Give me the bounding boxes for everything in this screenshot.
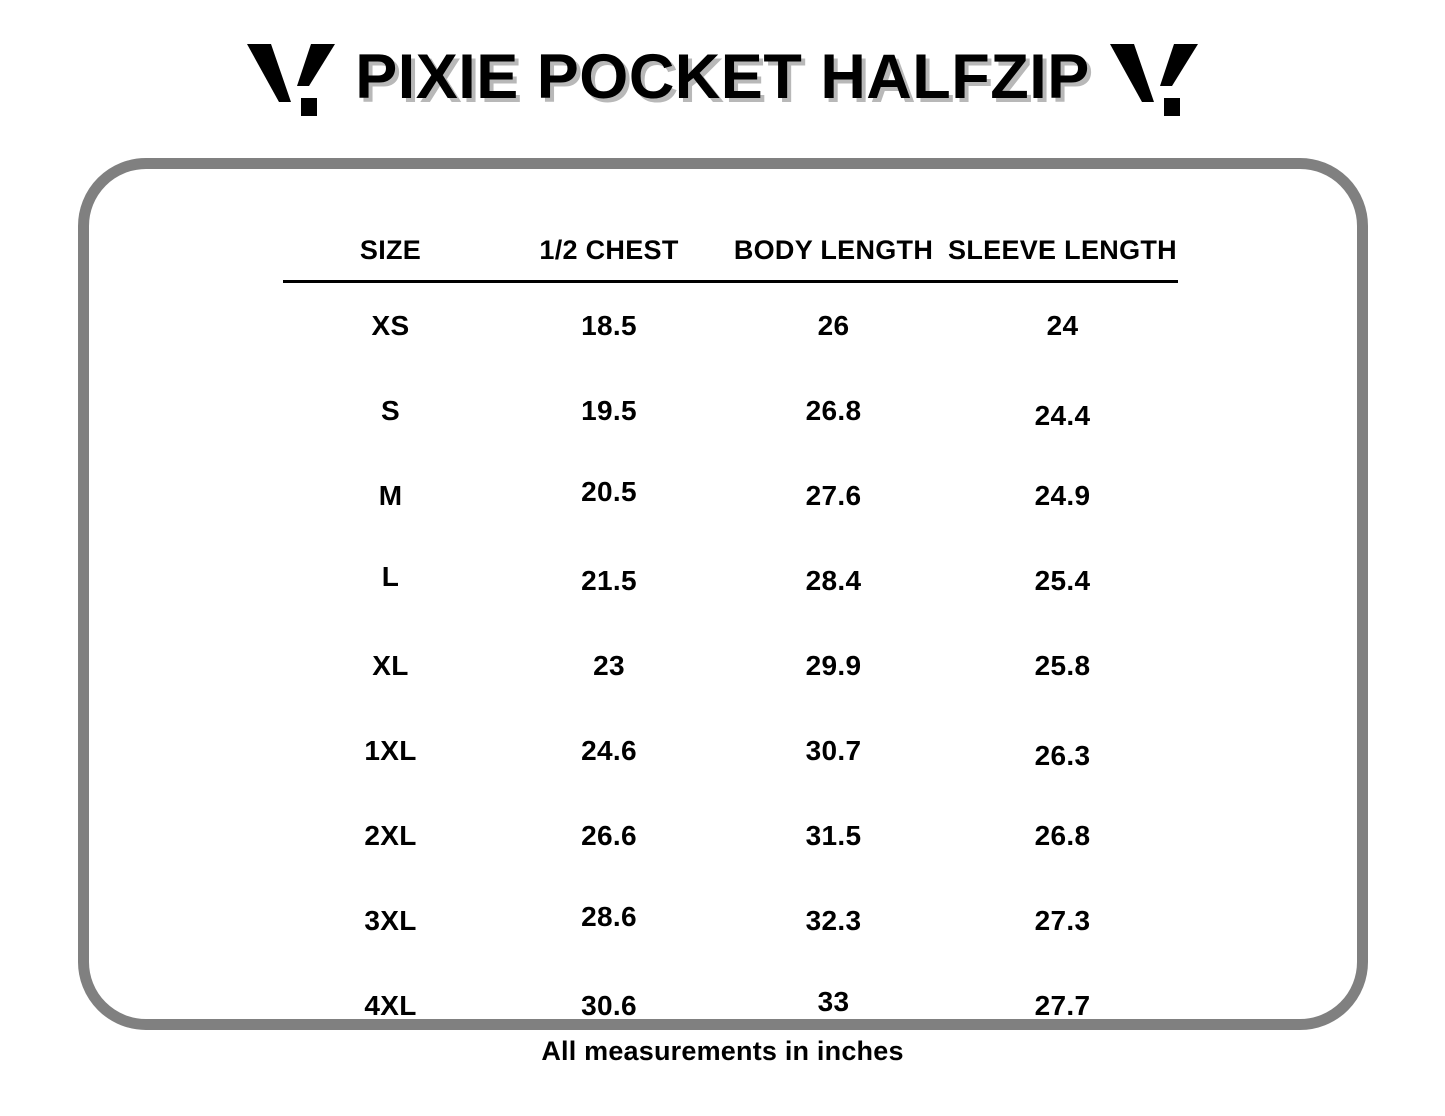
cell-body-length: 33	[817, 985, 850, 1017]
cell-sleeve-length: 25.8	[1034, 649, 1091, 681]
cell-size: M	[378, 479, 403, 511]
cell-size: S	[381, 394, 400, 426]
cell-body-length: 28.4	[805, 564, 862, 596]
cell-size: 1XL	[364, 734, 417, 766]
table-body	[283, 282, 1178, 1049]
cell-body-length: 32.3	[805, 904, 862, 936]
cell-half-chest: 30.6	[581, 989, 637, 1021]
cell-half-chest: 18.5	[581, 309, 637, 341]
cell-body-length: 30.7	[805, 734, 862, 766]
cell-sleeve-length: 24.4	[1034, 399, 1091, 431]
cell-body-length: 27.6	[805, 479, 862, 511]
brand-chevron-logo-left	[245, 42, 337, 120]
cell-sleeve-length: 24.9	[1034, 479, 1091, 511]
column-header-body-length: BODY LENGTH	[733, 235, 934, 266]
cell-sleeve-length: 26.8	[1034, 819, 1091, 851]
table-row	[283, 708, 1178, 793]
page-title: PIXIE POCKET HALFZIP	[355, 42, 1090, 112]
table-row	[283, 282, 1178, 369]
table-row	[283, 538, 1178, 623]
page-header	[0, 28, 1445, 133]
cell-half-chest: 21.5	[581, 564, 637, 596]
size-table	[283, 180, 1178, 1048]
cell-half-chest: 19.5	[581, 394, 637, 426]
cell-size: XL	[372, 649, 409, 681]
table-row	[283, 623, 1178, 708]
cell-sleeve-length: 27.3	[1034, 904, 1091, 936]
cell-size: 4XL	[364, 989, 417, 1021]
brand-chevron-logo-right	[1108, 42, 1200, 120]
cell-size: L	[381, 560, 400, 592]
cell-sleeve-length: 25.4	[1034, 564, 1091, 596]
table-header	[283, 180, 1178, 282]
column-header-size: SIZE	[359, 235, 422, 266]
cell-half-chest: 20.5	[581, 475, 637, 507]
measurement-units-note: All measurements in inches	[541, 1036, 904, 1066]
table-header-row	[283, 180, 1178, 282]
size-table-container	[283, 180, 1178, 1048]
cell-size: 2XL	[364, 819, 417, 851]
table-row	[283, 878, 1178, 963]
cell-size: XS	[371, 309, 410, 341]
cell-half-chest: 24.6	[581, 734, 637, 766]
cell-half-chest: 28.6	[581, 900, 637, 932]
column-header-sleeve-length: SLEEVE LENGTH	[948, 235, 1177, 266]
table-row	[283, 793, 1178, 878]
cell-sleeve-length: 26.3	[1034, 739, 1091, 771]
cell-body-length: 26	[817, 309, 850, 341]
table-row	[283, 453, 1178, 538]
cell-body-length: 26.8	[805, 394, 862, 426]
column-header-half-chest: 1/2 CHEST	[539, 235, 679, 266]
cell-sleeve-length: 27.7	[1034, 989, 1091, 1021]
cell-half-chest: 26.6	[581, 819, 637, 851]
cell-sleeve-length: 24	[1046, 309, 1079, 341]
cell-size: 3XL	[364, 904, 417, 936]
cell-body-length: 31.5	[805, 819, 862, 851]
cell-body-length: 29.9	[805, 649, 862, 681]
table-row	[283, 368, 1178, 453]
cell-half-chest: 23	[593, 649, 625, 681]
